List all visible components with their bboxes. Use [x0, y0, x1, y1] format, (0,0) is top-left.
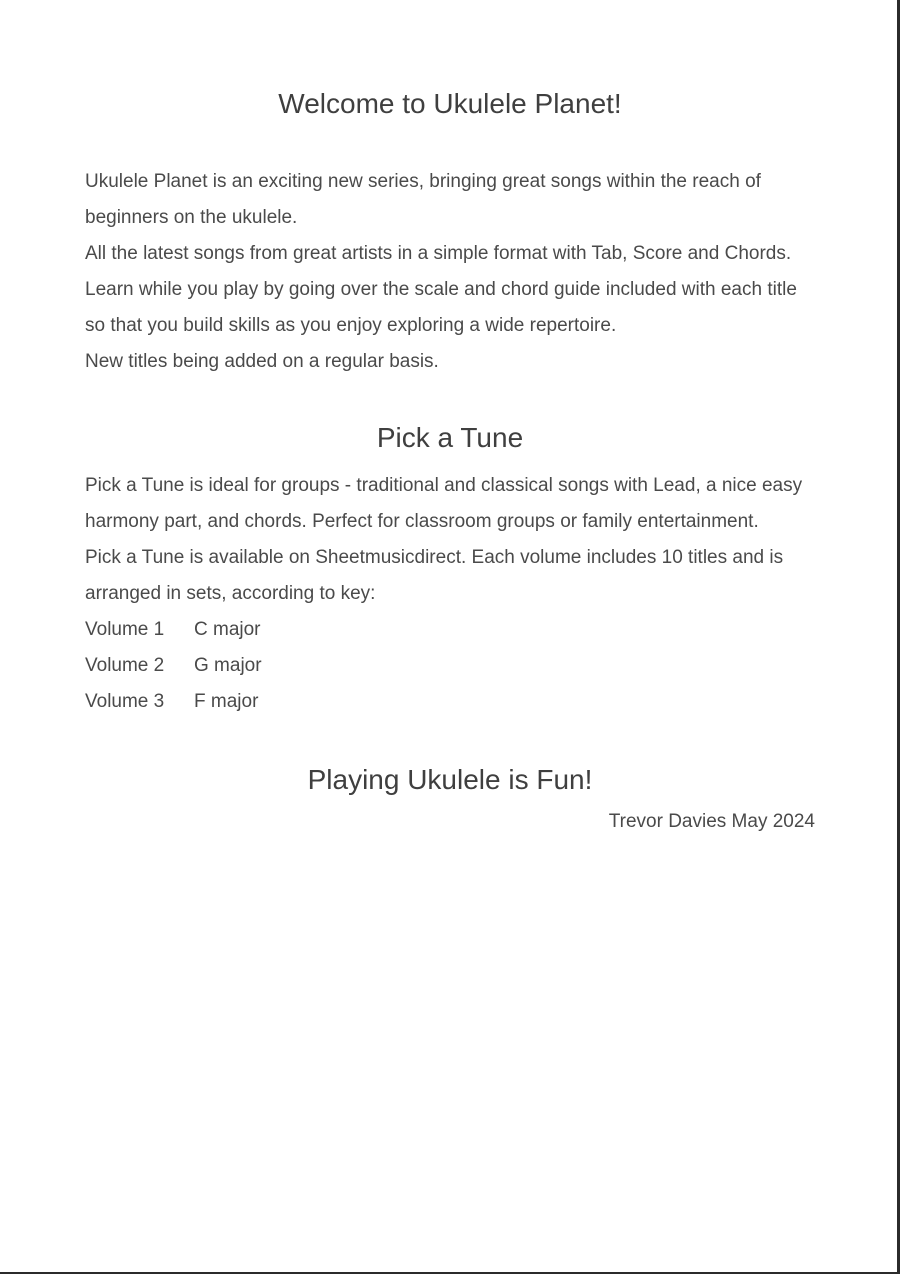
author-signature: Trevor Davies May 2024 — [608, 811, 815, 832]
volume-name: Volume 3 — [85, 691, 165, 712]
volume-key: F major — [194, 691, 259, 712]
closing-heading: Playing Ukulele is Fun! — [307, 764, 593, 795]
pick-a-tune-section — [85, 468, 815, 720]
volume-name: Volume 2 — [85, 655, 165, 676]
page-title: Welcome to Ukulele Planet! — [278, 88, 622, 119]
page-content — [85, 86, 815, 840]
volume-name: Volume 1 — [85, 619, 165, 640]
intro-paragraph: Learn while you play by going over the scale and chord guide included with each title so that you build skills as you enjoy exploring a wide repertoire. — [85, 279, 797, 336]
intro-paragraph: New titles being added on a regular basis. — [85, 351, 439, 372]
volume-row — [85, 648, 815, 684]
volume-key: G major — [194, 655, 262, 676]
volume-row — [85, 612, 815, 648]
volume-key: C major — [194, 619, 261, 640]
pick-a-tune-paragraph: Pick a Tune is ideal for groups - traditional and classical songs with Lead, a nice easy harmony part, and chords. Perfect for classroom groups or family entertainment. — [85, 475, 803, 532]
intro-paragraph: Ukulele Planet is an exciting new series, bringing great songs within the reach of beginners on the ukulele. — [85, 171, 761, 228]
volume-row — [85, 684, 815, 720]
pick-a-tune-paragraph: Pick a Tune is available on Sheetmusicdirect. Each volume includes 10 titles and is arranged in sets, according to key: — [85, 547, 784, 604]
intro-section — [85, 164, 815, 380]
pick-a-tune-heading: Pick a Tune — [376, 422, 524, 453]
intro-paragraph: All the latest songs from great artists in a simple format with Tab, Score and Chords. — [85, 243, 792, 264]
